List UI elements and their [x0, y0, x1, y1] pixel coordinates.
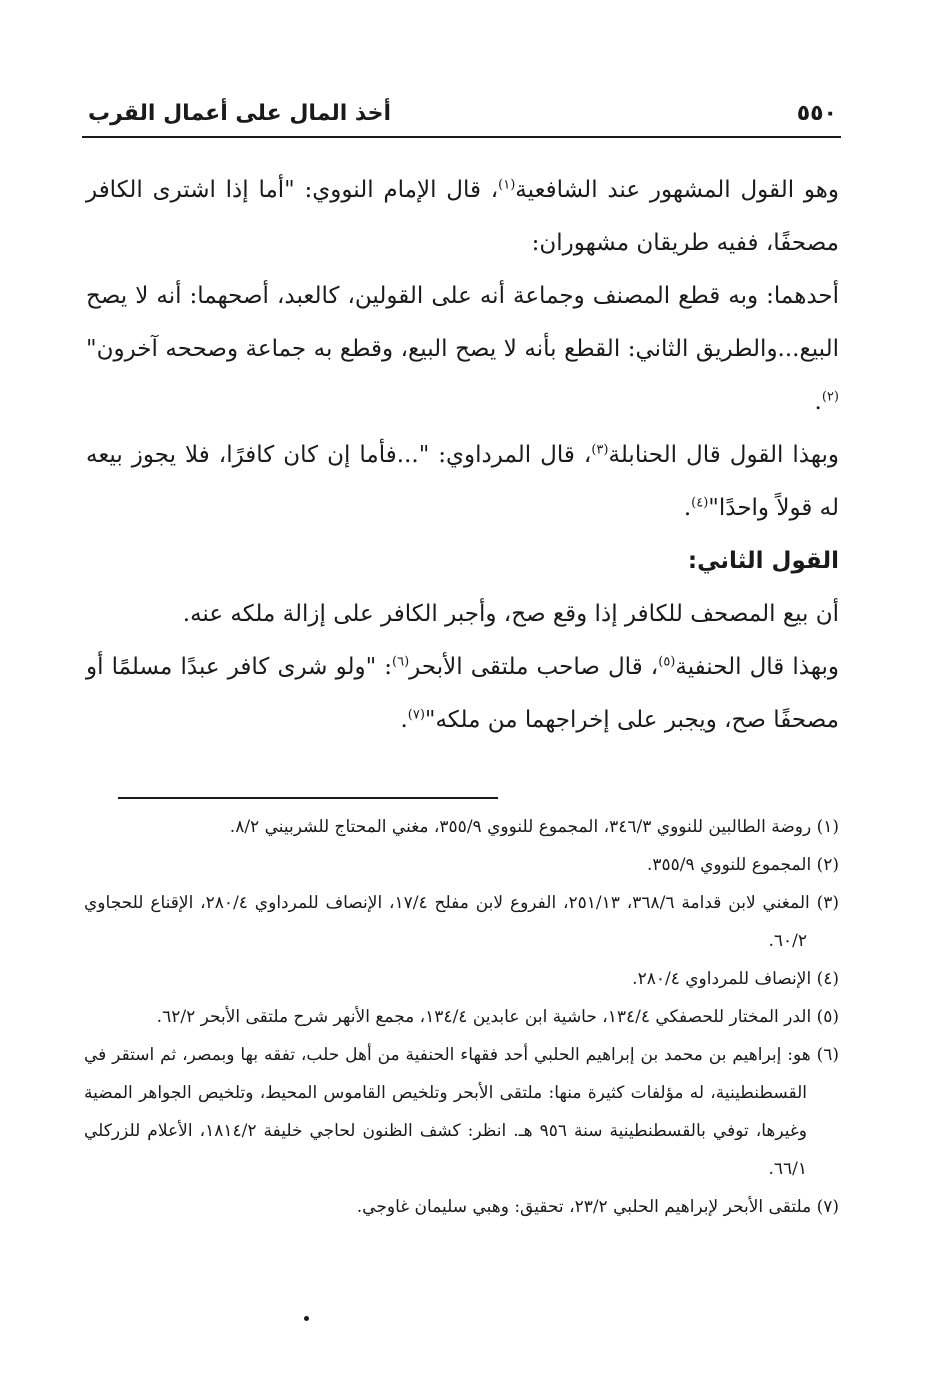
paragraph-3: وبهذا القول قال الحنابلة$^{(٣)}$، قال المرداوي: "...فأما إن كان كافرًا، فلا يجوز بيعه له قولاً واحدًا"$^{(٤)}$. — [86, 442, 839, 521]
header-rule — [82, 136, 841, 138]
footnote-7: (٧) ملتقى الأبحر لإبراهيم الحلبي ٢٣/٢، تحقيق: وهبي سليمان غاوجي. — [356, 1197, 839, 1217]
section-heading: القول الثاني: — [687, 548, 839, 574]
running-title: أخذ المال على أعمال القرب — [88, 100, 392, 126]
footnote-ref-2[interactable]: (٢) — [821, 389, 839, 405]
footnote-separator — [118, 797, 498, 799]
footnote-4: (٤) الإنصاف للمرداوي ٢٨٠/٤. — [632, 969, 839, 989]
footnote-3: (٣) المغني لابن قدامة ٣٦٨/٦، ٢٥١/١٣، الفروع لابن مفلح ١٧/٤، الإنصاف للمرداوي ٢٨٠/٤، الإقناع للحجاوي ٦٠/٢. — [84, 893, 840, 951]
footnote-5: (٥) الدر المختار للحصفكي ١٣٤/٤، حاشية ابن عابدين ١٣٤/٤، مجمع الأنهر شرح ملتقى الأبحر ٦٢/٢. — [156, 1007, 839, 1027]
footnote-2: (٢) المجموع للنووي ٣٥٥/٩. — [647, 855, 839, 875]
footnote-6: (٦) هو: إبراهيم بن محمد بن إبراهيم الحلبي أحد فقهاء الحنفية من أهل حلب، تفقه بها وبمصر، ثم استقر في القسطنطينية، له مؤلفات كثيرة منها: ملتقى الأبحر وتلخيص القاموس المحيط، وتلخيص الجواهر المضية وغيرها، توفي بالقسطنطينية سنة ٩٥٦ هـ. انظر: كشف الظنون لحاجي خليفة ١٨١٤/٢، الأعلام للزركلي ٦٦/١. — [84, 1045, 839, 1179]
footnote-ref-7[interactable]: (٧) — [407, 707, 425, 723]
main-text — [86, 164, 839, 747]
footnote-ref-6[interactable]: (٦) — [392, 654, 410, 670]
paragraph-5: وبهذا قال الحنفية$^{(٥)}$، قال صاحب ملتقى الأبحر$^{(٦)}$: "ولو شرى كافر عبدًا مسلمًا أو مصحفًا صح، ويجبر على إخراجهما من ملكه"$^{(٧)}$. — [86, 654, 839, 733]
paragraph-1: وهو القول المشهور عند الشافعية$^{(١)}$، قال الإمام النووي: "أما إذا اشترى الكافر مصحفًا، ففيه طريقان مشهوران: — [86, 177, 839, 256]
footnote-1: (١) روضة الطالبين للنووي ٣٤٦/٣، المجموع للنووي ٣٥٥/٩، مغني المحتاج للشربيني ٨/٢. — [229, 817, 839, 837]
paragraph-4: أن بيع المصحف للكافر إذا وقع صح، وأجبر الكافر على إزالة ملكه عنه. — [182, 601, 839, 627]
footnote-ref-5[interactable]: (٥) — [658, 654, 676, 670]
footnote-ref-3[interactable]: (٣) — [591, 442, 609, 458]
paragraph-2: أحدهما: وبه قطع المصنف وجماعة أنه على القولين، كالعبد، أصحهما: أنه لا يصح البيع...والطريق الثاني: القطع بأنه لا يصح البيع، وقطع به جماعة وصححه آخرون"$^{(٢)}$. — [86, 283, 839, 415]
footnote-ref-4[interactable]: (٤) — [691, 495, 709, 511]
bottom-mark — [304, 1316, 309, 1321]
footnote-ref-1[interactable]: (١) — [498, 177, 516, 193]
page-number: ٥٥٠ — [796, 100, 837, 126]
page-header — [88, 96, 837, 130]
footnotes — [84, 808, 839, 1226]
